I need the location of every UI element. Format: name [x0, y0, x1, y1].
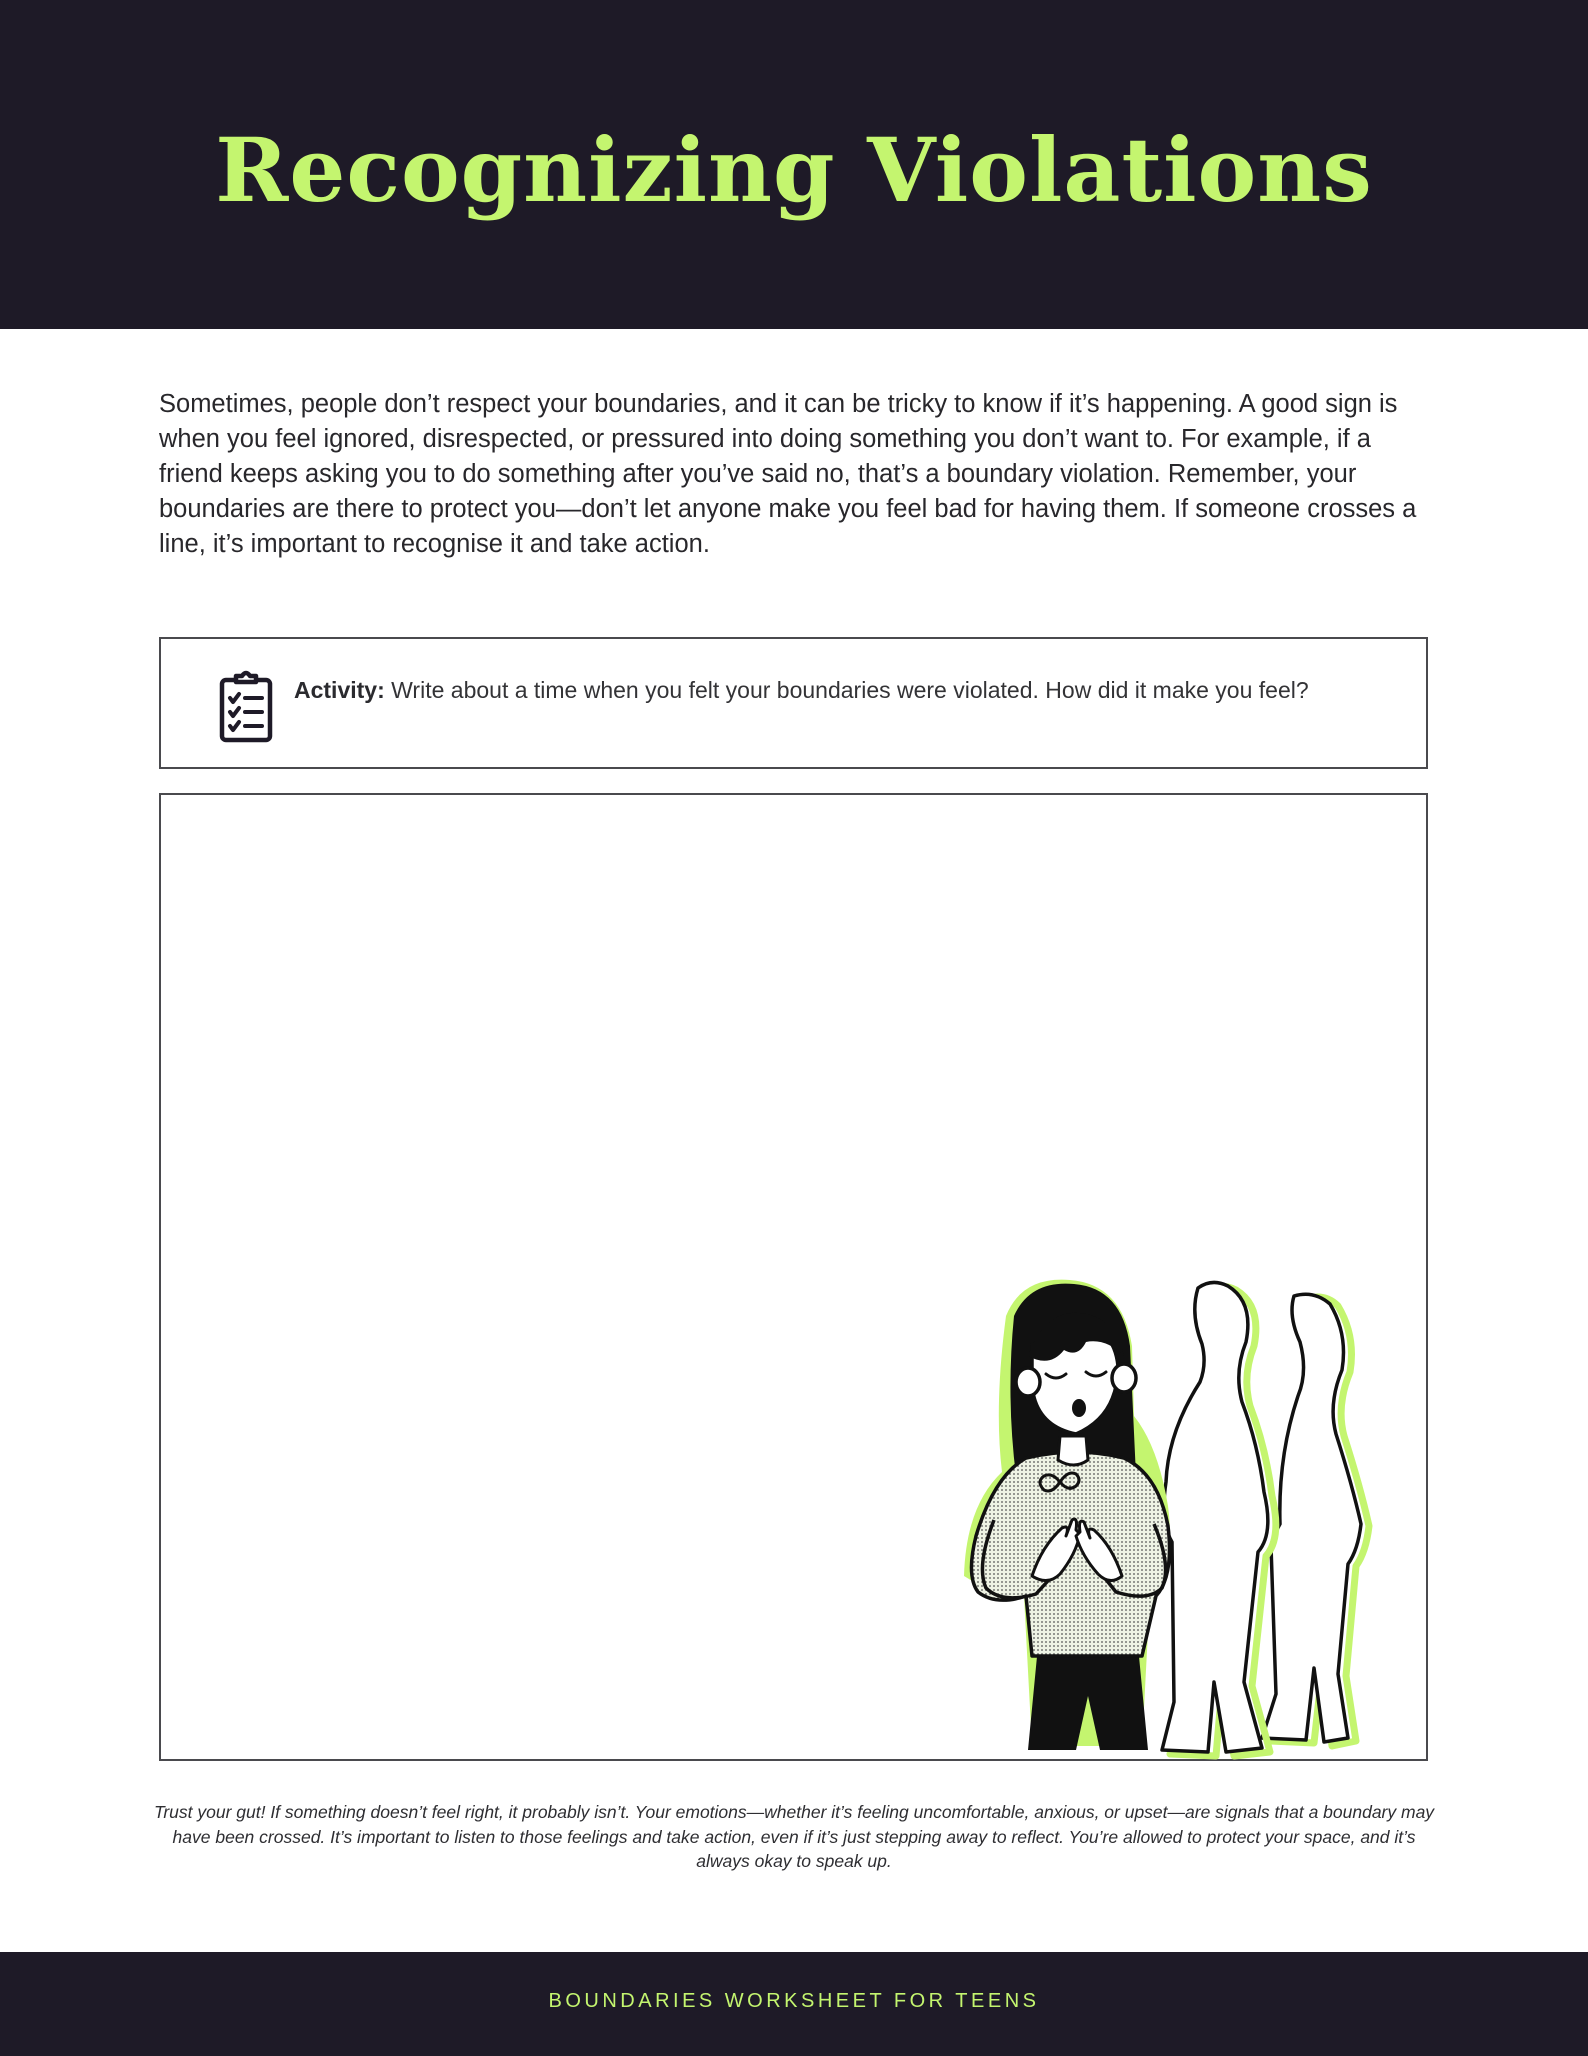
girl-with-outlined-figures-illustration — [936, 1276, 1406, 1764]
footer-title: BOUNDARIES WORKSHEET FOR TEENS — [548, 1990, 1040, 2012]
trust-gut-note: Trust your gut! If something doesn’t feel right, it probably isn’t. Your emotions—whether it’s feeling uncomfortable, anxious, or upset—are signals that a boundary may have been crossed. It’s important to listen to those feelings and take action, even if it’s just stepping away to reflect. You’re allowed to protect your space, and it’s always okay to speak up. — [153, 1802, 1435, 1871]
activity-question: Write about a time when you felt your boundaries were violated. How did it make you feel? — [391, 677, 1309, 703]
activity-prompt — [294, 675, 1394, 705]
clipboard-checklist-icon — [218, 669, 274, 743]
page-title: Recognizing Violations — [215, 118, 1373, 222]
intro-paragraph: Sometimes, people don’t respect your boundaries, and it can be tricky to know if it’s happening. A good sign is when you feel ignored, disrespected, or pressured into doing something you don’t want to. For example, if a friend keeps asking you to do something after you’ve said no, that’s a boundary violation. Remember, your boundaries are there to protect you—don’t let anyone make you feel bad for having them. If someone crosses a line, it’s important to recognise it and take action. — [159, 390, 1417, 558]
footer-band — [0, 1952, 1588, 2056]
header-band — [0, 0, 1588, 329]
activity-box — [159, 637, 1428, 769]
activity-label: Activity: — [294, 677, 385, 703]
